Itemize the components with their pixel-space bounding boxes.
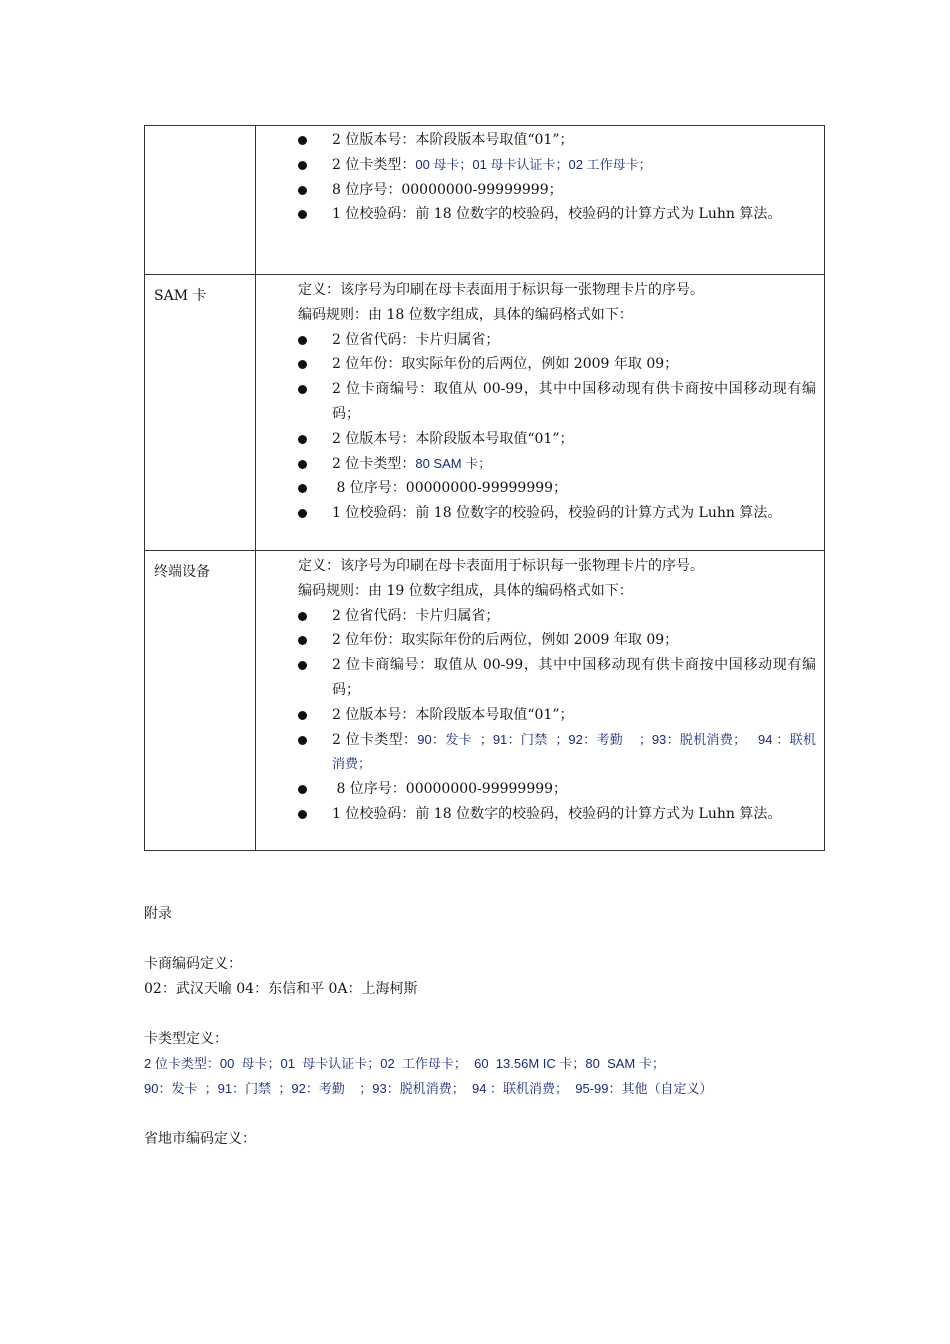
card-number-spec-table [144,125,825,851]
region-code-heading: 省地市编码定义： [144,1131,256,1147]
list-item: 2 位省代码：卡片归属省； [298,328,816,353]
list-item: 2 位卡类型：00 母卡；01 母卡认证卡；02 工作母卡； [298,153,816,178]
definition-text: 定义：该序号为印刷在母卡表面用于标识每一张物理卡片的序号。 [298,282,704,298]
list-item: 2 位版本号：本阶段版本号取值“01”； [298,427,816,452]
card-type-line-2: 90：发卡 ；91：门禁 ；92：考勤 ；93：脱机消费； 94 ：联机消费； 95-99：其他（自定义） [144,1081,713,1096]
list-item: 2 位版本号：本阶段版本号取值“01”； [298,703,816,728]
bullet-icon [298,385,307,394]
list-item: 2 位年份：取实际年份的后两位，例如 2009 年取 09； [298,628,816,653]
bullet-icon [298,810,307,819]
definition-text: 定义：该序号为印刷在母卡表面用于标识每一张物理卡片的序号。 [298,558,704,574]
list-item: 2 位卡商编号：取值从 00-99，其中中国移动现有供卡商按中国移动现有编码； [298,377,816,427]
list-item: 1 位校验码：前 18 位数字的校验码，校验码的计算方式为 Luhn 算法。 [298,202,816,227]
list-item: 2 位省代码：卡片归属省； [298,604,816,629]
row-content-cell [256,126,825,275]
list-item: 8 位序号：00000000-99999999； [298,777,816,802]
bullet-icon [298,785,307,794]
vendor-code-line: 02：武汉天喻 04：东信和平 0A：上海柯斯 [144,981,418,997]
list-item: 1 位校验码：前 18 位数字的校验码，校验码的计算方式为 Luhn 算法。 [298,501,816,526]
bullet-icon [298,612,307,621]
vendor-code-heading: 卡商编码定义： [144,956,242,972]
bullet-icon [298,460,307,469]
bullet-icon [298,636,307,645]
table-row [145,126,825,275]
encoding-rule-text: 编码规则：由 19 位数字组成，具体的编码格式如下： [298,582,633,599]
row-content-cell [256,275,825,551]
bullet-icon [298,136,307,145]
bullet-icon [298,484,307,493]
row-label [145,126,255,135]
row-label-cell [145,275,256,551]
row-content-cell [256,551,825,851]
list-item: 8 位序号：00000000-99999999； [298,476,816,501]
bullet-icon [298,161,307,170]
list-item: 2 位卡类型：80 SAM 卡； [298,452,816,477]
row-label-cell [145,551,256,851]
list-item: 1 位校验码：前 18 位数字的校验码，校验码的计算方式为 Luhn 算法。 [298,802,816,827]
bullet-icon [298,711,307,720]
encoding-rule-text: 编码规则：由 18 位数字组成，具体的编码格式如下： [298,306,633,323]
bullet-icon [298,186,307,195]
bullet-icon [298,435,307,444]
bullet-icon [298,210,307,219]
list-item: 2 位版本号：本阶段版本号取值“01”； [298,128,816,153]
table-row [145,551,825,851]
list-item: 2 位卡类型：90：发卡 ；91：门禁 ；92：考勤 ；93：脱机消费； 94 ：联机消费； [298,728,816,778]
card-type-heading: 卡类型定义： [144,1031,228,1047]
bullet-icon [298,509,307,518]
list-item: 2 位年份：取实际年份的后两位，例如 2009 年取 09； [298,352,816,377]
list-item: 2 位卡商编号：取值从 00-99，其中中国移动现有供卡商按中国移动现有编码； [298,653,816,703]
row-label: SAM 卡 [154,288,207,304]
bullet-icon [298,661,307,670]
bullet-icon [298,360,307,369]
row-label-cell [145,126,256,275]
list-item: 8 位序号：00000000-99999999； [298,178,816,203]
appendix-title: 附录 [144,906,172,922]
bullet-icon [298,336,307,345]
bullet-icon [298,736,307,745]
row-label: 终端设备 [154,564,210,580]
card-type-line-1: 2 位卡类型：00 母卡；01 母卡认证卡；02 工作母卡； 60 13.56M IC 卡；80 SAM 卡； [144,1056,665,1071]
table-row [145,275,825,551]
